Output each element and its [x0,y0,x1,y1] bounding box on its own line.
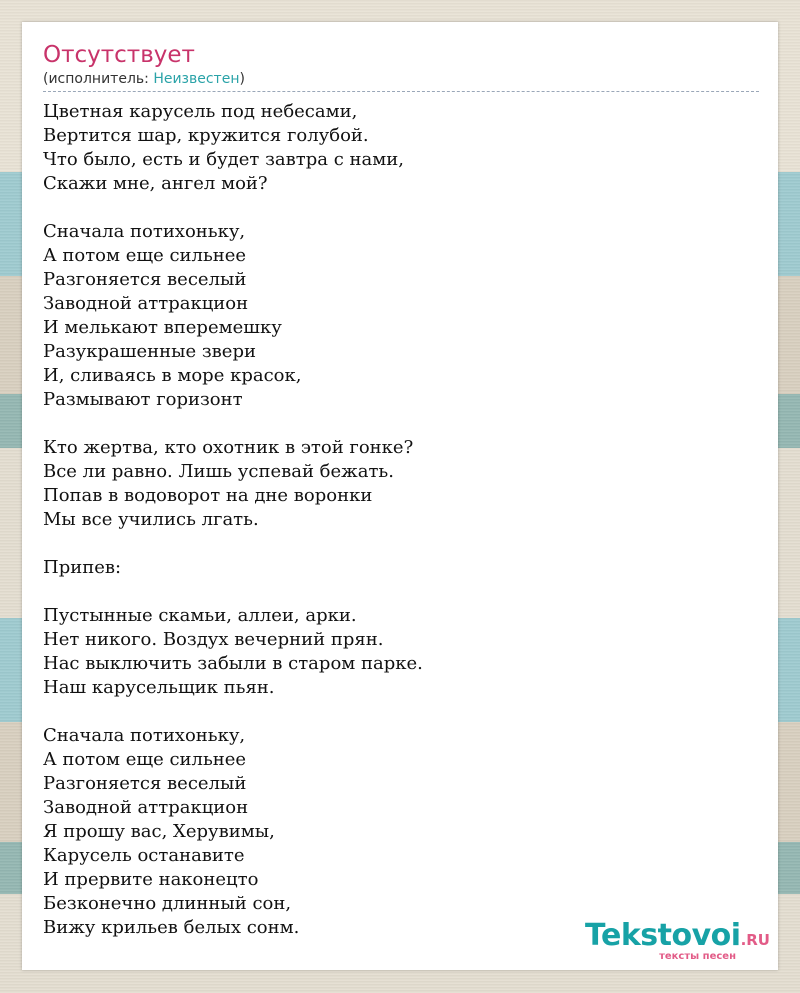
lyric-line: Попав в водоворот на дне воронки [43,485,373,506]
lyric-line: Разгоняется веселый [43,773,247,794]
lyric-line: Что было, есть и будет завтра с нами, [43,149,404,170]
lyric-line: И мелькают вперемешку [43,317,282,338]
lyric-line: Все ли равно. Лишь успевай бежать. [43,461,394,482]
lyric-line: Размывают горизонт [43,389,243,410]
lyric-line: Нет никого. Воздух вечерний прян. [43,629,384,650]
lyric-blank-line [43,196,758,220]
lyric-line: Припев: [43,557,122,578]
artist-line [43,70,759,92]
lyric-line: Пустынные скамьи, аллеи, арки. [43,605,357,626]
lyric-line: Мы все учились лгать. [43,509,259,530]
artist-prefix: (исполнитель: [43,71,154,87]
site-logo[interactable] [560,920,770,964]
song-title: Отсутствует [43,42,195,68]
lyric-blank-line [43,580,758,604]
lyric-line: Разгоняется веселый [43,269,247,290]
logo-wordmark [560,920,770,952]
artist-suffix: ) [239,71,245,87]
lyric-line: А потом еще сильнее [43,245,247,266]
lyric-line: Наш карусельщик пьян. [43,677,275,698]
lyric-line: И, сливаясь в море красок, [43,365,302,386]
lyric-line: Сначала потихоньку, [43,221,246,242]
lyric-line: Заводной аттракцион [43,797,249,818]
lyric-blank-line [43,412,758,436]
lyric-line: Сначала потихоньку, [43,725,246,746]
logo-domain-text: .RU [740,931,770,949]
lyric-line: Вертится шар, кружится голубой. [43,125,369,146]
lyric-line: И прервите наконецто [43,869,259,890]
lyric-line: Я прошу вас, Херувимы, [43,821,275,842]
logo-main-text: Tekstovoi [585,918,741,953]
lyric-line: Разукрашенные звери [43,341,256,362]
lyrics-text [43,100,758,940]
lyrics-card [22,22,778,970]
lyric-line: А потом еще сильнее [43,749,247,770]
lyric-line: Скажи мне, ангел мой? [43,173,268,194]
artist-link[interactable]: Неизвестен [153,71,240,87]
lyric-line: Вижу крильев белых сонм. [43,917,300,938]
lyric-line: Кто жертва, кто охотник в этой гонке? [43,437,414,458]
lyric-line: Заводной аттракцион [43,293,249,314]
lyric-line: Карусель останавите [43,845,245,866]
lyric-blank-line [43,700,758,724]
lyric-line: Нас выключить забыли в старом парке. [43,653,423,674]
lyric-line: Безконечно длинный сон, [43,893,292,914]
lyric-blank-line [43,532,758,556]
logo-tagline: тексты песен [659,951,736,962]
lyric-line: Цветная карусель под небесами, [43,101,358,122]
